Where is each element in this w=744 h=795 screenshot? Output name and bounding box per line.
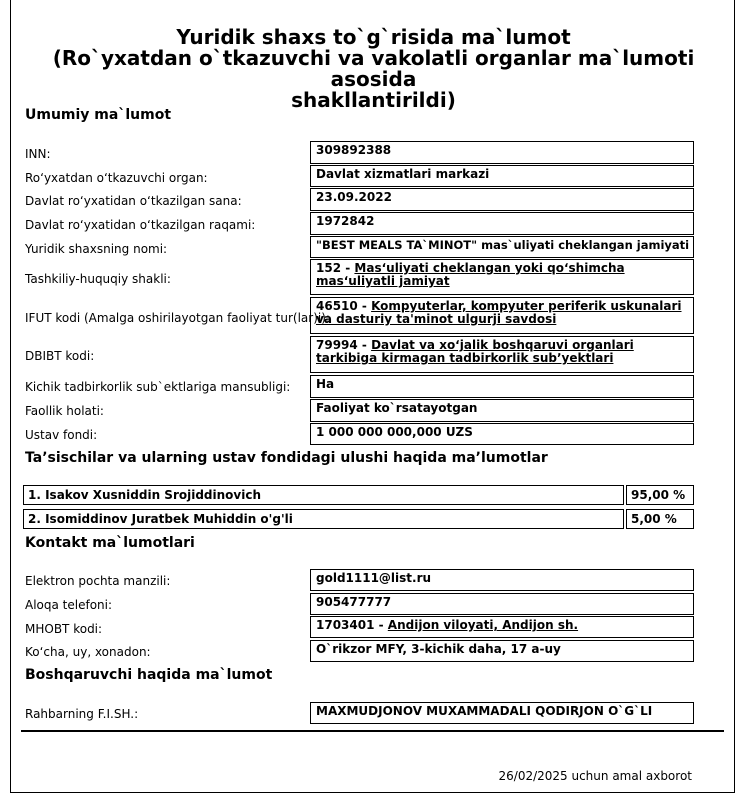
director-label: Rahbarning F.I.SH.: — [25, 707, 139, 721]
charter-fund-value: 1 000 000 000,000 UZS — [310, 423, 694, 445]
reg-number-label: Davlat roʻyxatidan oʻtkazilgan raqami: — [25, 218, 256, 232]
founder-name: 2. Isomiddinov Juratbek Muhiddin o'g'li — [23, 509, 624, 529]
reg-date-value: 23.09.2022 — [310, 188, 694, 211]
mhobt-code: 1703401 — [316, 618, 375, 632]
company-name-value: "BEST MEALS TA`MINOT" mas`uliyati cheklangan jamiyati — [310, 236, 694, 258]
dbibt-value: 79994 - Davlat va xoʻjalik boshqaruvi organlari tarkibiga kirmagan tadbirkorlik subʼyektlari — [310, 336, 694, 373]
footer-divider — [21, 730, 724, 732]
ifut-label: IFUT kodi (Amalga oshirilayotgan faoliyat tur(lar)i): — [25, 311, 330, 325]
mhobt-value: 1703401 - Andijon viloyati, Andijon sh. — [310, 616, 694, 638]
charter-fund-label: Ustav fondi: — [25, 428, 98, 442]
reg-date-label: Davlat roʻyxatidan oʻtkazilgan sana: — [25, 194, 242, 208]
email-label: Elektron pochta manzili: — [25, 574, 171, 588]
dbibt-link[interactable]: Davlat va xoʻjalik boshqaruvi organlari tarkibiga kirmagan tadbirkorlik subʼyektlari — [316, 338, 634, 365]
inn-label: INN: — [25, 147, 51, 161]
legal-form-code: 152 — [316, 261, 342, 275]
title-line-3: shakllantirildi) — [291, 88, 456, 112]
footer-note: 26/02/2025 uchun amal axborot — [498, 769, 692, 783]
address-value: O`rikzor MFY, 3-kichik daha, 17 a-uy — [310, 640, 694, 662]
ifut-code: 46510 — [316, 299, 358, 313]
director-heading: Boshqaruvchi haqida ma`lumot — [25, 667, 273, 683]
reg-organ-label: Roʻyxatdan oʻtkazuvchi organ: — [25, 171, 208, 185]
inn-value: 309892388 — [310, 141, 694, 164]
company-name-label: Yuridik shaxsning nomi: — [25, 242, 168, 256]
director-value: MAXMUDJONOV MUXAMMADALI QODIRJON O`G`LI — [310, 702, 694, 724]
founder-share: 95,00 % — [626, 485, 694, 505]
reg-number-value: 1972842 — [310, 212, 694, 235]
dbibt-label: DBIBT kodi: — [25, 349, 95, 363]
small-business-value: Ha — [310, 375, 694, 398]
founders-heading: Taʼsischilar va ularning ustav fondidagi ulushi haqida maʼlumotlar — [25, 450, 548, 466]
reg-organ-value: Davlat xizmatlari markazi — [310, 165, 694, 187]
legal-form-label: Tashkiliy-huquqiy shakli: — [25, 272, 171, 286]
dbibt-code: 79994 — [316, 338, 358, 352]
title-line-2: (Ro`yxatdan o`tkazuvchi va vakolatli organlar ma`lumoti asosida — [52, 46, 695, 91]
mhobt-label: MHOBT kodi: — [25, 622, 103, 636]
document-title — [11, 27, 736, 111]
legal-form-link[interactable]: Masʻuliyati cheklangan yoki qoʻshimcha masʻuliyatli jamiyat — [316, 261, 625, 288]
title-line-1: Yuridik shaxs to`g`risida ma`lumot — [176, 25, 571, 49]
phone-value: 905477777 — [310, 593, 694, 615]
activity-status-value: Faoliyat ko`rsatayotgan — [310, 399, 694, 422]
address-label: Koʻcha, uy, xonadon: — [25, 645, 151, 659]
ifut-value: 46510 - Kompyuterlar, kompyuter periferik uskunalari va dasturiy ta'minot ulgurji savdosi — [310, 297, 694, 334]
phone-label: Aloqa telefoni: — [25, 598, 113, 612]
founder-name: 1. Isakov Xusniddin Srojiddinovich — [23, 485, 624, 505]
email-value: gold1111@list.ru — [310, 569, 694, 591]
mhobt-link[interactable]: Andijon viloyati, Andijon sh. — [387, 618, 579, 632]
founder-share: 5,00 % — [626, 509, 694, 529]
ifut-link[interactable]: Kompyuterlar, kompyuter periferik uskunalari va dasturiy ta'minot ulgurji savdosi — [316, 299, 682, 326]
contact-heading: Kontakt ma`lumotlari — [25, 535, 195, 551]
document-page — [10, 0, 735, 793]
legal-form-value: 152 - Masʻuliyati cheklangan yoki qoʻshimcha masʻuliyatli jamiyat — [310, 259, 694, 295]
activity-status-label: Faollik holati: — [25, 404, 104, 418]
general-heading: Umumiy ma`lumot — [25, 107, 172, 123]
small-business-label: Kichik tadbirkorlik sub`ektlariga mansubligi: — [25, 380, 291, 394]
